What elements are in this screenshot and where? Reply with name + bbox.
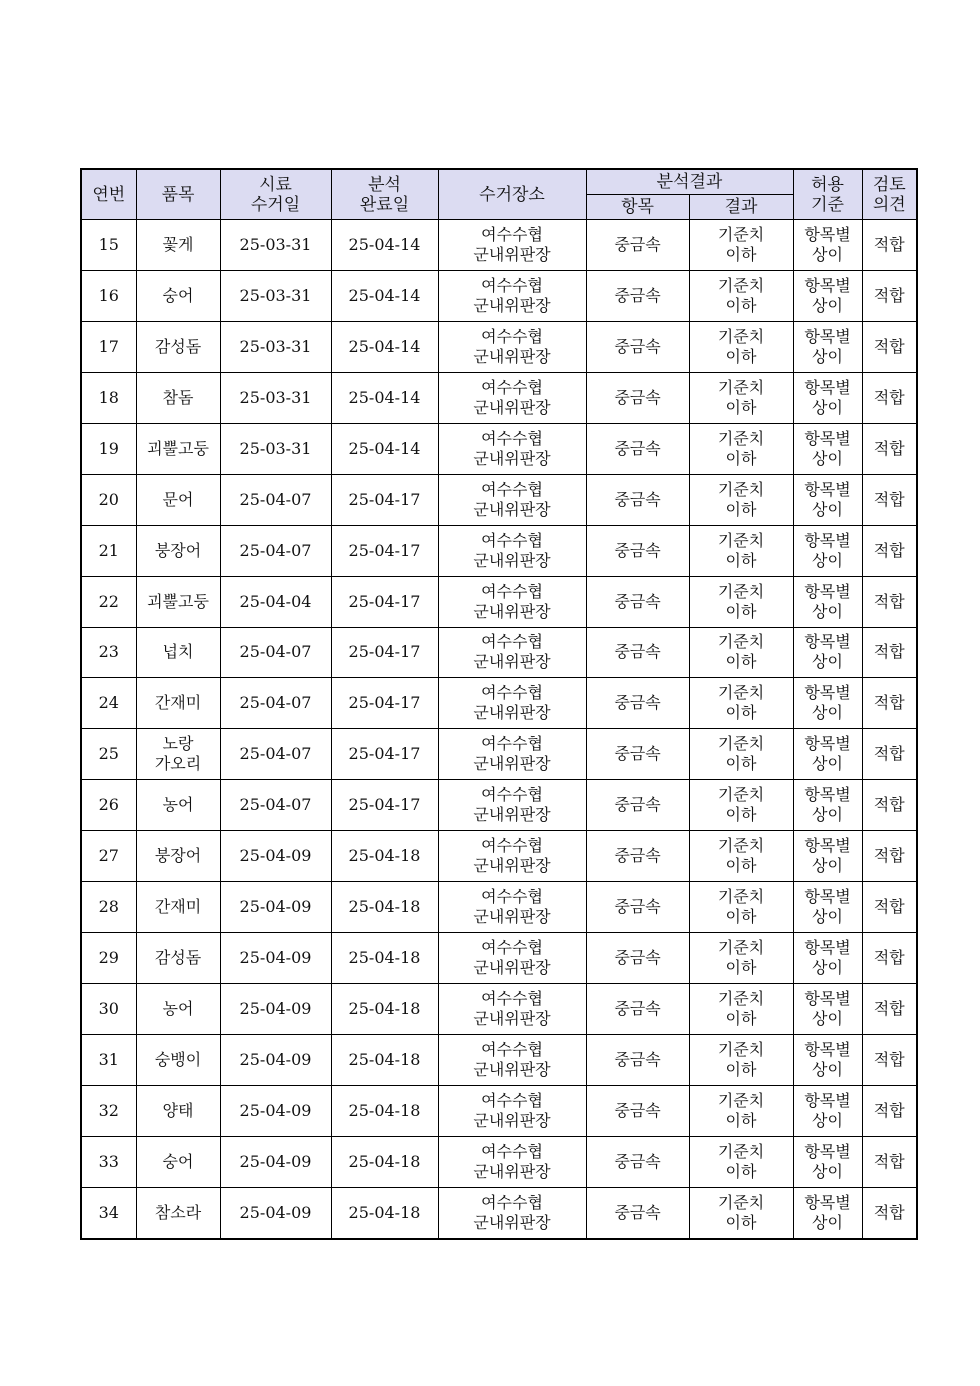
cell-result-item: 중금속 (586, 831, 689, 882)
cell-sample-date: 25-04-07 (220, 780, 331, 831)
cell-result-value: 기준치 이하 (689, 576, 793, 627)
cell-standard: 항목별 상이 (793, 678, 862, 729)
cell-result-item: 중금속 (586, 372, 689, 423)
cell-opinion: 적합 (862, 984, 917, 1035)
cell-item: 붕장어 (136, 831, 220, 882)
table-row (81, 1187, 917, 1238)
table-row (81, 372, 917, 423)
cell-sample-date: 25-04-04 (220, 576, 331, 627)
cell-opinion: 적합 (862, 220, 917, 271)
cell-place: 여수수협 군내위판장 (438, 1136, 586, 1187)
cell-result-item: 중금속 (586, 1136, 689, 1187)
cell-standard: 항목별 상이 (793, 984, 862, 1035)
cell-no: 19 (81, 423, 136, 474)
cell-result-item: 중금속 (586, 1035, 689, 1086)
table-row (81, 1136, 917, 1187)
cell-standard: 항목별 상이 (793, 882, 862, 933)
cell-result-item: 중금속 (586, 525, 689, 576)
cell-no: 32 (81, 1085, 136, 1136)
cell-no: 34 (81, 1187, 136, 1238)
cell-opinion: 적합 (862, 576, 917, 627)
cell-item: 숭어 (136, 270, 220, 321)
cell-analysis-date: 25-04-17 (331, 525, 438, 576)
cell-opinion: 적합 (862, 1085, 917, 1136)
cell-place: 여수수협 군내위판장 (438, 678, 586, 729)
cell-place: 여수수협 군내위판장 (438, 780, 586, 831)
cell-result-item: 중금속 (586, 576, 689, 627)
cell-sample-date: 25-03-31 (220, 270, 331, 321)
cell-place: 여수수협 군내위판장 (438, 882, 586, 933)
header-place: 수거장소 (438, 169, 586, 220)
cell-item: 간재미 (136, 678, 220, 729)
cell-result-value: 기준치 이하 (689, 372, 793, 423)
cell-analysis-date: 25-04-18 (331, 1085, 438, 1136)
cell-sample-date: 25-04-09 (220, 1085, 331, 1136)
cell-result-item: 중금속 (586, 1187, 689, 1238)
cell-item: 넙치 (136, 627, 220, 678)
cell-opinion: 적합 (862, 1136, 917, 1187)
cell-standard: 항목별 상이 (793, 321, 862, 372)
cell-opinion: 적합 (862, 525, 917, 576)
cell-result-value: 기준치 이하 (689, 220, 793, 271)
cell-place: 여수수협 군내위판장 (438, 576, 586, 627)
cell-standard: 항목별 상이 (793, 1035, 862, 1086)
cell-place: 여수수협 군내위판장 (438, 525, 586, 576)
cell-standard: 항목별 상이 (793, 423, 862, 474)
cell-standard: 항목별 상이 (793, 627, 862, 678)
cell-opinion: 적합 (862, 831, 917, 882)
cell-analysis-date: 25-04-17 (331, 474, 438, 525)
cell-sample-date: 25-03-31 (220, 321, 331, 372)
cell-sample-date: 25-04-09 (220, 831, 331, 882)
cell-analysis-date: 25-04-14 (331, 220, 438, 271)
cell-place: 여수수협 군내위판장 (438, 270, 586, 321)
cell-item: 양태 (136, 1085, 220, 1136)
table-row (81, 729, 917, 780)
cell-no: 31 (81, 1035, 136, 1086)
cell-item: 괴뿔고둥 (136, 423, 220, 474)
cell-no: 17 (81, 321, 136, 372)
table-row (81, 678, 917, 729)
cell-sample-date: 25-04-07 (220, 474, 331, 525)
cell-item: 농어 (136, 780, 220, 831)
cell-item: 농어 (136, 984, 220, 1035)
cell-sample-date: 25-03-31 (220, 423, 331, 474)
cell-standard: 항목별 상이 (793, 220, 862, 271)
cell-item: 노랑 가오리 (136, 729, 220, 780)
cell-opinion: 적합 (862, 423, 917, 474)
cell-no: 22 (81, 576, 136, 627)
table-row (81, 1035, 917, 1086)
cell-standard: 항목별 상이 (793, 525, 862, 576)
table-row (81, 1085, 917, 1136)
table-row (81, 780, 917, 831)
cell-opinion: 적합 (862, 270, 917, 321)
cell-item: 숭뱅이 (136, 1035, 220, 1086)
cell-analysis-date: 25-04-14 (331, 321, 438, 372)
cell-item: 문어 (136, 474, 220, 525)
header-sample-date: 시료 수거일 (220, 169, 331, 220)
cell-standard: 항목별 상이 (793, 729, 862, 780)
cell-place: 여수수협 군내위판장 (438, 831, 586, 882)
table-row (81, 321, 917, 372)
cell-analysis-date: 25-04-14 (331, 270, 438, 321)
cell-analysis-date: 25-04-18 (331, 1187, 438, 1238)
cell-opinion: 적합 (862, 882, 917, 933)
header-opinion: 검토 의견 (862, 169, 917, 220)
cell-analysis-date: 25-04-17 (331, 627, 438, 678)
header-analysis-date: 분석 완료일 (331, 169, 438, 220)
cell-no: 25 (81, 729, 136, 780)
cell-analysis-date: 25-04-18 (331, 882, 438, 933)
cell-result-value: 기준치 이하 (689, 423, 793, 474)
cell-sample-date: 25-04-07 (220, 729, 331, 780)
cell-standard: 항목별 상이 (793, 1136, 862, 1187)
header-standard: 허용 기준 (793, 169, 862, 220)
cell-standard: 항목별 상이 (793, 1187, 862, 1238)
cell-analysis-date: 25-04-17 (331, 780, 438, 831)
cell-item: 간재미 (136, 882, 220, 933)
cell-place: 여수수협 군내위판장 (438, 423, 586, 474)
cell-opinion: 적합 (862, 1035, 917, 1086)
table-row (81, 525, 917, 576)
table-row (81, 882, 917, 933)
cell-item: 붕장어 (136, 525, 220, 576)
cell-opinion: 적합 (862, 372, 917, 423)
cell-result-item: 중금속 (586, 882, 689, 933)
cell-analysis-date: 25-04-14 (331, 372, 438, 423)
cell-standard: 항목별 상이 (793, 831, 862, 882)
cell-result-value: 기준치 이하 (689, 321, 793, 372)
cell-no: 18 (81, 372, 136, 423)
cell-standard: 항목별 상이 (793, 372, 862, 423)
cell-result-item: 중금속 (586, 627, 689, 678)
cell-place: 여수수협 군내위판장 (438, 474, 586, 525)
cell-result-value: 기준치 이하 (689, 780, 793, 831)
cell-analysis-date: 25-04-18 (331, 831, 438, 882)
cell-result-item: 중금속 (586, 220, 689, 271)
cell-opinion: 적합 (862, 627, 917, 678)
cell-opinion: 적합 (862, 729, 917, 780)
cell-sample-date: 25-04-09 (220, 1187, 331, 1238)
cell-result-item: 중금속 (586, 780, 689, 831)
cell-sample-date: 25-04-09 (220, 933, 331, 984)
cell-analysis-date: 25-04-18 (331, 933, 438, 984)
cell-standard: 항목별 상이 (793, 474, 862, 525)
cell-no: 15 (81, 220, 136, 271)
cell-no: 24 (81, 678, 136, 729)
cell-opinion: 적합 (862, 321, 917, 372)
cell-item: 감성돔 (136, 933, 220, 984)
cell-no: 33 (81, 1136, 136, 1187)
cell-standard: 항목별 상이 (793, 933, 862, 984)
cell-place: 여수수협 군내위판장 (438, 933, 586, 984)
table-row (81, 423, 917, 474)
cell-analysis-date: 25-04-17 (331, 729, 438, 780)
cell-place: 여수수협 군내위판장 (438, 627, 586, 678)
cell-no: 27 (81, 831, 136, 882)
header-result-group: 분석결과 (586, 169, 793, 195)
cell-result-value: 기준치 이하 (689, 729, 793, 780)
cell-result-value: 기준치 이하 (689, 525, 793, 576)
table-row (81, 933, 917, 984)
header-result-value: 결과 (689, 195, 793, 220)
cell-place: 여수수협 군내위판장 (438, 1187, 586, 1238)
cell-result-value: 기준치 이하 (689, 1085, 793, 1136)
cell-item: 참소라 (136, 1187, 220, 1238)
cell-no: 20 (81, 474, 136, 525)
cell-item: 꽃게 (136, 220, 220, 271)
table-row (81, 474, 917, 525)
cell-result-value: 기준치 이하 (689, 984, 793, 1035)
cell-place: 여수수협 군내위판장 (438, 1085, 586, 1136)
cell-standard: 항목별 상이 (793, 270, 862, 321)
table-row (81, 984, 917, 1035)
cell-sample-date: 25-03-31 (220, 372, 331, 423)
cell-item: 숭어 (136, 1136, 220, 1187)
table-row (81, 627, 917, 678)
cell-result-value: 기준치 이하 (689, 1187, 793, 1238)
cell-no: 16 (81, 270, 136, 321)
table-row (81, 831, 917, 882)
cell-sample-date: 25-03-31 (220, 220, 331, 271)
cell-result-item: 중금속 (586, 270, 689, 321)
table-row (81, 576, 917, 627)
cell-result-value: 기준치 이하 (689, 270, 793, 321)
cell-result-value: 기준치 이하 (689, 831, 793, 882)
cell-standard: 항목별 상이 (793, 1085, 862, 1136)
cell-opinion: 적합 (862, 678, 917, 729)
cell-result-item: 중금속 (586, 933, 689, 984)
cell-result-item: 중금속 (586, 321, 689, 372)
header-item: 품목 (136, 169, 220, 220)
cell-analysis-date: 25-04-17 (331, 576, 438, 627)
cell-result-value: 기준치 이하 (689, 474, 793, 525)
cell-result-value: 기준치 이하 (689, 882, 793, 933)
cell-standard: 항목별 상이 (793, 780, 862, 831)
cell-item: 참돔 (136, 372, 220, 423)
cell-result-item: 중금속 (586, 1085, 689, 1136)
cell-place: 여수수협 군내위판장 (438, 220, 586, 271)
cell-result-value: 기준치 이하 (689, 678, 793, 729)
cell-result-item: 중금속 (586, 729, 689, 780)
table-row (81, 220, 917, 271)
header-no: 연번 (81, 169, 136, 220)
cell-opinion: 적합 (862, 780, 917, 831)
cell-sample-date: 25-04-07 (220, 678, 331, 729)
cell-standard: 항목별 상이 (793, 576, 862, 627)
cell-analysis-date: 25-04-18 (331, 984, 438, 1035)
cell-result-item: 중금속 (586, 984, 689, 1035)
cell-no: 29 (81, 933, 136, 984)
cell-no: 30 (81, 984, 136, 1035)
cell-sample-date: 25-04-07 (220, 627, 331, 678)
cell-result-item: 중금속 (586, 423, 689, 474)
cell-sample-date: 25-04-07 (220, 525, 331, 576)
cell-item: 괴뿔고둥 (136, 576, 220, 627)
cell-opinion: 적합 (862, 474, 917, 525)
cell-place: 여수수협 군내위판장 (438, 321, 586, 372)
cell-result-value: 기준치 이하 (689, 627, 793, 678)
cell-sample-date: 25-04-09 (220, 984, 331, 1035)
cell-result-item: 중금속 (586, 474, 689, 525)
cell-result-value: 기준치 이하 (689, 1035, 793, 1086)
cell-no: 26 (81, 780, 136, 831)
cell-result-value: 기준치 이하 (689, 933, 793, 984)
cell-opinion: 적합 (862, 1187, 917, 1238)
cell-opinion: 적합 (862, 933, 917, 984)
cell-analysis-date: 25-04-18 (331, 1035, 438, 1086)
cell-result-item: 중금속 (586, 678, 689, 729)
cell-analysis-date: 25-04-17 (331, 678, 438, 729)
cell-analysis-date: 25-04-18 (331, 1136, 438, 1187)
cell-item: 감성돔 (136, 321, 220, 372)
cell-sample-date: 25-04-09 (220, 1136, 331, 1187)
cell-analysis-date: 25-04-14 (331, 423, 438, 474)
header-result-item: 항목 (586, 195, 689, 220)
cell-place: 여수수협 군내위판장 (438, 984, 586, 1035)
cell-place: 여수수협 군내위판장 (438, 1035, 586, 1086)
cell-place: 여수수협 군내위판장 (438, 372, 586, 423)
cell-no: 21 (81, 525, 136, 576)
cell-no: 28 (81, 882, 136, 933)
table-row (81, 270, 917, 321)
analysis-results-table (80, 168, 918, 1240)
cell-no: 23 (81, 627, 136, 678)
cell-sample-date: 25-04-09 (220, 882, 331, 933)
cell-result-value: 기준치 이하 (689, 1136, 793, 1187)
cell-sample-date: 25-04-09 (220, 1035, 331, 1086)
cell-place: 여수수협 군내위판장 (438, 729, 586, 780)
